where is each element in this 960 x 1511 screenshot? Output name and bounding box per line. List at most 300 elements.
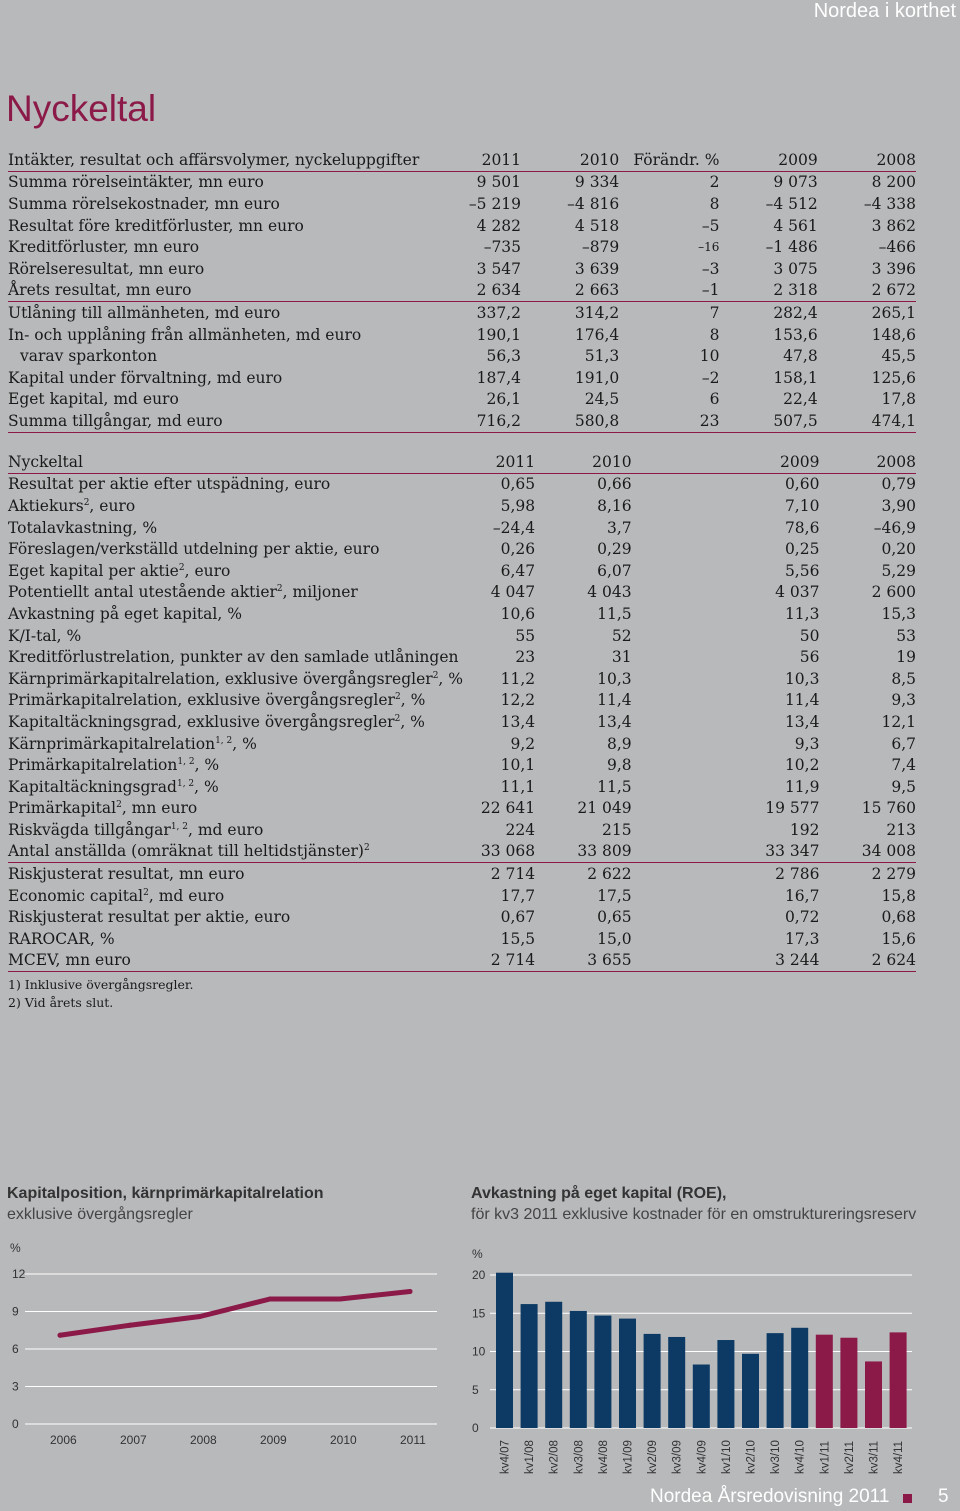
chart1-y-tick: 0 (12, 1417, 19, 1431)
table1-cell: 314,2 (574, 303, 620, 322)
chart2-bar (717, 1340, 734, 1428)
table1-cell: –879 (581, 238, 620, 257)
table2-label-text: Kreditförlustrelation, punkter av den samlade utlåningen (8, 648, 459, 667)
table1-header-cell: Förändr. % (619, 149, 719, 171)
footnote-ref: 1, 2 (170, 821, 188, 832)
table2-cell (632, 863, 723, 885)
table2-cell: 0,29 (597, 540, 632, 559)
table2-cell: 2 714 (490, 865, 536, 884)
table2-cell: 6,47 (500, 561, 536, 580)
table2-header-cell (632, 451, 723, 473)
table2-cell: 52 (611, 626, 632, 645)
table2-cell: 5,98 (500, 496, 536, 515)
table2-row (8, 928, 916, 950)
table2-cell: 78,6 (784, 518, 820, 537)
table1-cell: –466 (878, 238, 916, 257)
chart1-data-point (268, 1297, 273, 1302)
chart2-x-tick: kv1/09 (622, 1440, 635, 1474)
table2-label-text: Primärkapital (8, 799, 117, 818)
chart2-bar (742, 1354, 759, 1428)
table1-header-cell: 2010 (521, 149, 619, 171)
table2-cell (632, 906, 723, 928)
table2-row (8, 603, 916, 625)
table2-cell: 3,7 (606, 518, 632, 537)
table1-cell: 190,1 (476, 325, 522, 344)
table2-label-suffix: , mn euro (121, 799, 198, 818)
table2-label-text: Riskjusterat resultat, mn euro (8, 865, 245, 884)
table2-label-text: Primärkapitalrelation (8, 756, 178, 775)
footnote-ref: 2 (432, 670, 439, 681)
chart1-x-tick: 2011 (400, 1433, 426, 1447)
chart2-x-tick: kv1/11 (819, 1440, 832, 1474)
table1-cell: 507,5 (719, 410, 817, 432)
table2-row (8, 733, 916, 755)
table2-cell: 22 641 (480, 799, 536, 818)
table1-row (8, 345, 916, 367)
chart2-bar (767, 1333, 784, 1428)
chart2-x-tick: kv4/08 (597, 1440, 610, 1474)
table2-row (8, 625, 916, 647)
table1-header-cell: Intäkter, resultat och affärsvolymer, nyckeluppgifter (8, 149, 448, 171)
chart1-x-tick: 2007 (120, 1433, 147, 1447)
table2-cell: 0,26 (500, 540, 536, 559)
footnote-ref: 2 (394, 692, 401, 703)
chart2-x-tick: kv3/08 (573, 1440, 586, 1474)
table2-label-text: Kapitaltäckningsgrad (8, 777, 177, 796)
table1-cell: –2 (701, 368, 720, 387)
table1-cell: –3 (701, 259, 720, 278)
table1-header-row (8, 149, 916, 171)
chart1-data-point (408, 1289, 413, 1294)
table2-label-text: Riskjusterat resultat per aktie, euro (8, 908, 291, 927)
table2-cell: 2 624 (819, 950, 916, 972)
footnote-ref: 2 (143, 887, 149, 898)
table1-cell: 9 501 (476, 173, 522, 192)
table2-cell: 8,9 (606, 734, 632, 753)
table2-cell: 15,8 (881, 886, 916, 905)
table2-label (8, 473, 463, 495)
table2-cell: 5,29 (881, 561, 916, 580)
table1-row (8, 324, 916, 346)
table1-cell: 474,1 (818, 410, 916, 432)
table2-cell (632, 560, 723, 582)
table2-row (8, 841, 916, 863)
chart2-title-block (471, 1183, 916, 1225)
table2-row (8, 495, 916, 517)
table2-cell: 33 068 (463, 841, 535, 863)
table2-label-suffix: , md euro (188, 820, 264, 839)
table2-label-text: MCEV, mn euro (8, 951, 131, 970)
chart2-bar (644, 1334, 661, 1428)
table2-label (8, 841, 463, 863)
footnote-2: 2) Vid årets slut. (8, 995, 114, 1010)
table2-label (8, 885, 463, 907)
table2-cell: 17,3 (784, 929, 820, 948)
table1-cell: –1 (619, 280, 719, 302)
table2-cell: 3,90 (881, 496, 916, 515)
table1-cell: 3 075 (773, 259, 818, 278)
footnote-ref: 1, 2 (177, 756, 195, 767)
table2-cell: 15,0 (597, 929, 632, 948)
table2-cell: 10,3 (597, 669, 632, 688)
table2-cell: 0,68 (881, 908, 916, 927)
chart2-y-tick: 5 (472, 1382, 479, 1397)
table2-cell: 4 043 (587, 583, 632, 602)
table2-label (8, 798, 463, 820)
table2-label (8, 733, 463, 755)
footnote-ref: 2 (276, 584, 283, 595)
table2-label (8, 928, 463, 950)
table2-label (8, 690, 463, 712)
table2-cell: 2 622 (587, 865, 632, 884)
table2-label-suffix: , % (400, 691, 426, 710)
footnote-ref: 2 (178, 562, 185, 573)
table2-cell: 15,5 (500, 929, 536, 948)
table2-cell: 0,60 (784, 475, 820, 494)
table1-row (8, 367, 916, 389)
table1-row (8, 171, 916, 193)
chart2-bar (619, 1319, 636, 1428)
chart1-y-tick: 9 (12, 1304, 19, 1319)
table2-cell: 10,1 (500, 756, 536, 775)
chart2-bar-chart (460, 1240, 930, 1480)
table2-cell: 213 (886, 820, 916, 839)
key-figures-table-1 (8, 149, 916, 433)
table2-cell: 8,5 (891, 669, 916, 688)
table2-cell: 9,5 (891, 777, 916, 796)
table1-cell: –5 219 (468, 194, 522, 213)
chart2-y-tick: 15 (472, 1306, 486, 1321)
table2-cell: 11,4 (597, 691, 632, 710)
table1-row (8, 410, 916, 432)
table2-header-cell: Nyckeltal (8, 451, 463, 473)
table2-cell (632, 603, 723, 625)
table2-cell: 8,16 (597, 496, 632, 515)
table2-cell: 2 786 (775, 865, 820, 884)
table2-cell (632, 776, 723, 798)
table2-cell: 0,25 (784, 540, 820, 559)
table1-cell: 26,1 (486, 390, 522, 409)
table2-label (8, 625, 463, 647)
table2-header-cell: 2008 (819, 451, 916, 473)
table2-label-text: Avkastning på eget kapital, % (8, 604, 242, 623)
table2-row (8, 668, 916, 690)
table2-cell: 33 347 (723, 841, 820, 863)
table2-label-text: Antal anställda (omräknat till heltidstjänster) (8, 842, 364, 861)
page-number: 5 (938, 1486, 949, 1507)
table2-label-text: Potentiellt antal utestående aktier (8, 583, 277, 602)
table2-row (8, 646, 916, 668)
footnote-1: 1) Inklusive övergångsregler. (8, 977, 194, 992)
table1-cell: 56,3 (486, 347, 522, 366)
table2-cell: 12,1 (881, 712, 916, 731)
table2-cell: 11,9 (784, 777, 820, 796)
table1-cell: –4 816 (567, 194, 620, 213)
table2-cell: 19 (896, 648, 916, 667)
table2-cell: 13,4 (500, 712, 536, 731)
table1-cell: 2 (709, 173, 720, 192)
footnote-ref: 2 (363, 843, 370, 854)
table1-cell: 9 334 (574, 173, 620, 192)
table1-cell: 3 862 (871, 216, 916, 235)
table2-cell (632, 690, 723, 712)
chart2-x-tick: kv2/09 (647, 1440, 660, 1474)
table2-cell: 13,4 (784, 712, 820, 731)
chart1-data-point (338, 1297, 343, 1302)
table2-cell: 3 244 (723, 950, 820, 972)
chart2-bar (570, 1311, 587, 1428)
table1-cell: 125,6 (871, 368, 916, 387)
table1-cell: –735 (483, 238, 522, 257)
chart1-x-tick: 2006 (50, 1433, 77, 1447)
table1-cell: 2 318 (719, 280, 817, 302)
table2-row (8, 517, 916, 539)
chart2-x-tick: kv2/10 (745, 1440, 758, 1474)
table1-row (8, 215, 916, 237)
table2-label (8, 668, 463, 690)
table2-label-text: Kapitaltäckningsgrad, exklusive övergångsregler (8, 712, 395, 731)
chart1-y-tick: 6 (12, 1342, 19, 1356)
table2-cell: 13,4 (597, 712, 632, 731)
table2-label (8, 538, 463, 560)
table1-cell: 24,5 (584, 390, 620, 409)
table1-cell: 10 (699, 347, 720, 366)
table2-cell: 4 037 (775, 583, 820, 602)
chart2-bar (668, 1337, 685, 1428)
table2-cell: 11,4 (784, 691, 820, 710)
chart2-bar (840, 1338, 857, 1428)
table2-cell: 17,5 (597, 886, 632, 905)
table1-cell: 45,5 (881, 347, 916, 366)
table2-label-text: Eget kapital per aktie (8, 561, 179, 580)
table2-row (8, 906, 916, 928)
table2-cell: 0,66 (597, 475, 632, 494)
table1-cell: 17,8 (881, 390, 916, 409)
table2-cell (632, 754, 723, 776)
table2-cell (632, 885, 723, 907)
table1-cell: 265,1 (871, 303, 916, 322)
table2-cell: 192 (789, 820, 820, 839)
table2-cell: 5,56 (784, 561, 820, 580)
table2-cell: –46,9 (873, 518, 916, 537)
table1-cell: 580,8 (521, 410, 619, 432)
table2-row (8, 690, 916, 712)
chart1-title: Kapitalposition, kärnprimärkapitalrelation (7, 1185, 324, 1202)
chart1-x-tick: 2008 (190, 1433, 217, 1447)
chart2-x-tick: kv2/11 (843, 1440, 856, 1474)
chart2-x-tick: kv4/10 (794, 1440, 807, 1474)
table1-cell: –1 486 (765, 238, 818, 257)
table2-label-suffix: , md euro (148, 886, 225, 905)
table1-cell: Kapital under förvaltning, md euro (8, 368, 283, 387)
table2-label (8, 950, 463, 972)
chart2-x-tick: kv3/11 (868, 1440, 881, 1474)
chart2-bar (496, 1273, 513, 1428)
table2-label-suffix: , % (194, 756, 220, 775)
table1-cell: 4 282 (476, 216, 522, 235)
table1-cell: varav sparkonton (20, 347, 158, 366)
table2-label (8, 603, 463, 625)
table2-label (8, 776, 463, 798)
table2-cell: 34 008 (819, 841, 916, 863)
chart1-title-block (7, 1183, 324, 1225)
table1-cell: 9 073 (773, 173, 818, 192)
table2-cell: 11,5 (597, 777, 632, 796)
table1-cell: 176,4 (574, 325, 620, 344)
table2-cell: 15,6 (881, 929, 916, 948)
table2-cell: 19 577 (765, 799, 820, 818)
table2-cell: 9,8 (606, 756, 632, 775)
table2-row (8, 776, 916, 798)
table2-label-text: Aktiekurs (8, 496, 84, 515)
table2-cell: 21 049 (577, 799, 632, 818)
chart2-bar (693, 1365, 710, 1428)
table2-cell: 224 (505, 820, 536, 839)
table2-cell: 2 279 (871, 865, 916, 884)
table2-cell: 53 (896, 626, 916, 645)
table2-cell (632, 928, 723, 950)
chart2-y-tick: 20 (472, 1268, 486, 1282)
table2-row (8, 819, 916, 841)
table2-label-text: Resultat per aktie efter utspädning, euro (8, 475, 331, 494)
table2-cell: 10,6 (500, 604, 536, 623)
table2-label-text: Economic capital (8, 886, 144, 905)
table1-cell: 8 200 (871, 173, 916, 192)
table2-label-suffix: , % (438, 669, 464, 688)
chart1-line-chart (0, 1235, 440, 1465)
table2-cell (632, 733, 723, 755)
table2-cell: 12,2 (500, 691, 536, 710)
table2-label-suffix: , euro (184, 561, 231, 580)
table2-label-text: Kärnprimärkapitalrelation, exklusive övergångsregler (8, 669, 433, 688)
table1-row (8, 302, 916, 324)
chart1-x-tick: 2009 (260, 1433, 287, 1447)
table2-label (8, 495, 463, 517)
table2-header-cell: 2010 (535, 451, 632, 473)
table2-cell: 7,10 (784, 496, 820, 515)
table2-cell: 15 760 (861, 799, 916, 818)
table1-cell: –4 512 (765, 194, 818, 213)
table1-cell: –16 (698, 240, 720, 255)
table2-row (8, 754, 916, 776)
table2-cell: 0,20 (881, 540, 916, 559)
table1-cell: Utlåning till allmänheten, md euro (8, 303, 281, 322)
table1-cell: 2 663 (521, 280, 619, 302)
table1-cell: 6 (709, 390, 720, 409)
table2-label (8, 646, 463, 668)
chart2-x-tick: kv3/09 (671, 1440, 684, 1474)
table2-cell: 16,7 (784, 886, 820, 905)
chart2-bar (791, 1328, 808, 1428)
table2-cell: 215 (602, 820, 632, 839)
table2-cell: 11,2 (500, 669, 536, 688)
table2-label-text: Riskvägda tillgångar (8, 820, 171, 839)
table1-cell: 23 (619, 410, 719, 432)
chart1-data-point (198, 1314, 203, 1319)
table2-label-suffix: , % (194, 777, 219, 796)
table2-label (8, 819, 463, 841)
footnote-ref: 1, 2 (176, 778, 195, 789)
chart2-title: Avkastning på eget kapital (ROE), (471, 1185, 727, 1202)
footnote-ref: 2 (83, 497, 90, 508)
chart2-x-tick: kv1/08 (524, 1440, 537, 1474)
table2-row (8, 538, 916, 560)
table2-cell: 10,3 (784, 669, 820, 688)
chart1-unit-label: % (10, 1241, 21, 1255)
table2-cell: 23 (515, 648, 536, 667)
table2-cell: 4 047 (490, 583, 536, 602)
table2-label-text: RAROCAR, % (8, 929, 115, 948)
table1-cell: 337,2 (476, 303, 522, 322)
chart2-bar (545, 1302, 562, 1428)
table1-cell: Kreditförluster, mn euro (8, 238, 200, 257)
table2-cell: 56 (799, 648, 820, 667)
table2-cell: 15,3 (881, 604, 916, 623)
table2-row (8, 711, 916, 733)
table2-cell: 0,67 (500, 908, 536, 927)
table2-cell: 10,2 (784, 756, 820, 775)
chart2-x-tick: kv4/09 (696, 1440, 709, 1474)
table2-cell (632, 646, 723, 668)
table2-label (8, 582, 463, 604)
table2-cell (632, 841, 723, 863)
chart1-series-line (60, 1292, 410, 1336)
table2-row (8, 863, 916, 885)
table2-cell (632, 517, 723, 539)
table1-cell: –5 (701, 216, 720, 235)
table2-cell: 17,7 (500, 886, 536, 905)
table2-cell: 11,1 (500, 777, 536, 796)
table2-row (8, 473, 916, 495)
table1-header-cell: 2009 (719, 149, 817, 171)
table1-cell: –4 338 (863, 194, 916, 213)
table2-cell: 0,65 (500, 475, 536, 494)
table1-cell: Summa rörelseintäkter, mn euro (8, 173, 264, 192)
table2-cell: 2 600 (871, 583, 916, 602)
table2-label-text: Totalavkastning, % (8, 518, 158, 537)
table2-cell: 6,7 (891, 734, 916, 753)
table1-header-cell: 2008 (818, 149, 916, 171)
table1-cell: 2 634 (448, 280, 521, 302)
table2-cell: 3 655 (535, 950, 632, 972)
table2-cell: 11,5 (597, 604, 632, 623)
table2-cell: –24,4 (492, 518, 536, 537)
chart1-x-tick: 2010 (330, 1433, 357, 1447)
table2-cell: 55 (515, 626, 536, 645)
table2-cell: 33 809 (535, 841, 632, 863)
footer-square-icon (903, 1494, 912, 1503)
table2-cell (632, 495, 723, 517)
table2-label (8, 754, 463, 776)
table2-row (8, 885, 916, 907)
chart2-bar (594, 1316, 611, 1428)
table2-cell: 7,4 (891, 756, 916, 775)
table2-cell: 9,2 (510, 734, 536, 753)
footnote-ref: 2 (116, 800, 122, 811)
table1-cell: 716,2 (448, 410, 521, 432)
footer-text: Nordea Årsredovisning 2011 (650, 1486, 890, 1507)
table2-cell: 9,3 (891, 691, 916, 710)
page-title: Nyckeltal (6, 88, 157, 129)
table2-cell (632, 950, 723, 972)
table2-label-suffix: , euro (89, 496, 136, 515)
table2-row (8, 582, 916, 604)
table1-header-cell: 2011 (448, 149, 521, 171)
chart2-x-tick: kv1/10 (720, 1440, 733, 1474)
table1-cell: Summa rörelsekostnader, mn euro (8, 194, 280, 213)
table2-cell (632, 625, 723, 647)
table1-cell: 7 (709, 303, 720, 322)
